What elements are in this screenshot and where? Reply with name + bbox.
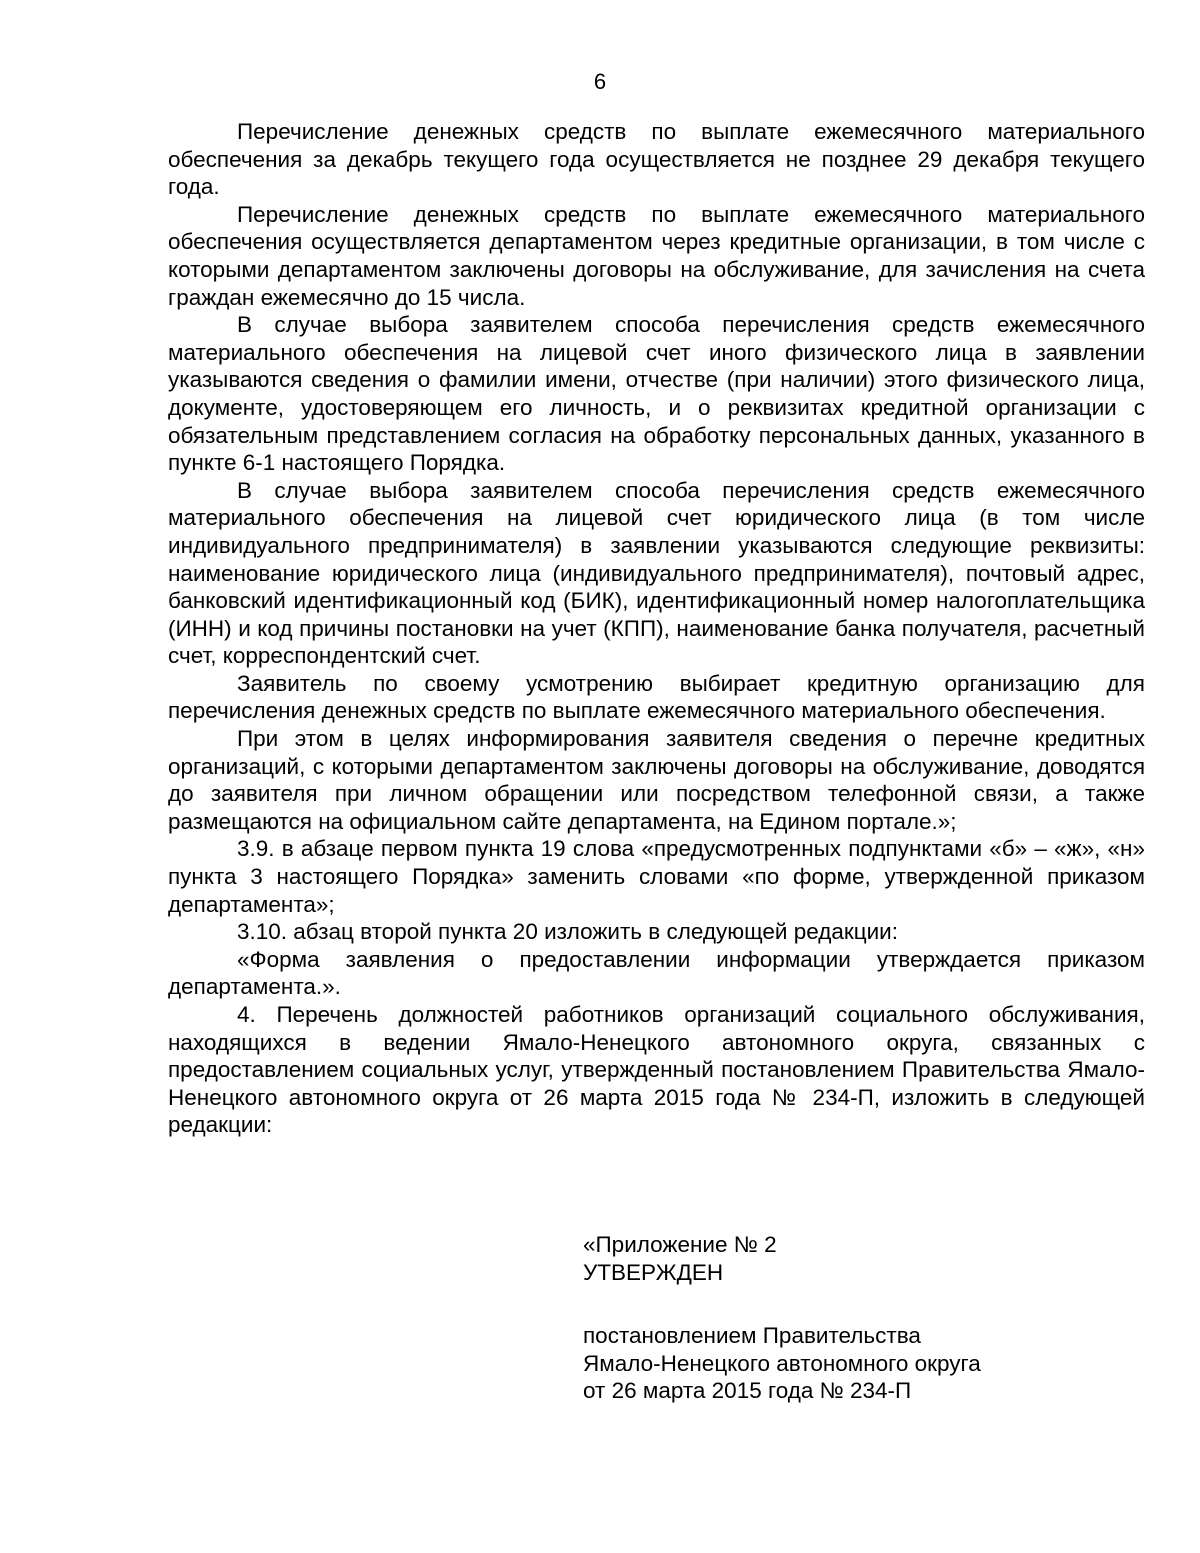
approval-line-date: от 26 марта 2015 года № 234-П bbox=[583, 1378, 912, 1404]
approved-label: УТВЕРЖДЕН bbox=[583, 1259, 724, 1285]
paragraph-december-transfer: Перечисление денежных средств по выплате ежемесячного материального обеспечения за декабрь текущего года осуществляется не позднее 29 декабря текущего года. bbox=[168, 119, 1145, 200]
document-body bbox=[168, 118, 1145, 1139]
approval-line-resolution: постановлением Правительства bbox=[583, 1323, 921, 1349]
paragraph-informing-applicant: При этом в целях информирования заявителя сведения о перечне кредитных организаций, с которыми департаментом заключены договоры на обслуживание, доводятся до заявителя при личном обращении или посредством телефонной связи, а также размещаются на официальном сайте департамента, на Едином портале.»; bbox=[168, 726, 1145, 834]
paragraph-form-statement: «Форма заявления о предоставлении информации утверждается приказом департамента.». bbox=[168, 946, 1145, 1000]
approval-block bbox=[583, 1231, 1143, 1405]
approval-line-region: Ямало-Ненецкого автономного округа bbox=[583, 1350, 981, 1376]
paragraph-applicant-choice: Заявитель по своему усмотрению выбирает кредитную организацию для перечисления денежных средств по выплате ежемесячного материального обеспечения. bbox=[168, 670, 1145, 724]
page-number: 6 bbox=[593, 69, 607, 94]
paragraph-legal-entity-account: В случае выбора заявителем способа перечисления средств ежемесячного материального обеспечения на лицевой счет юридического лица (в том числе индивидуального предпринимателя) в заявлении указываются следующие реквизиты: наименование юридического лица (индивидуального предпринимателя), почтовый адрес, банковский идентификационный код (БИК), идентификационный номер налогоплательщика (ИНН) и код причины постановки на учет (КПП), наименование банка получателя, расчетный счет, корреспондентский счет. bbox=[168, 477, 1145, 669]
paragraph-individual-account: В случае выбора заявителем способа перечисления средств ежемесячного материального обеспечения на лицевой счет иного физического лица в заявлении указываются сведения о фамилии имени, отчестве (при наличии) этого физического лица, документе, удостоверяющем его личность, и о реквизитах кредитной организации с обязательным представлением согласия на обработку персональных данных, указанного в пункте 6-1 настоящего Порядка. bbox=[168, 312, 1145, 476]
paragraph-clause-4: 4. Перечень должностей работников организаций социального обслуживания, находящихся в ведении Ямало-Ненецкого автономного округа, связанных с предоставлением социальных услуг, утвержденный постановлением Правительства Ямало-Ненецкого автономного округа от 26 марта 2015 года № 234-П, изложить в следующей редакции: bbox=[168, 1002, 1145, 1138]
paragraph-transfer-via-credit-organizations: Перечисление денежных средств по выплате ежемесячного материального обеспечения осуществляется департаментом через кредитные организации, в том числе с которыми департаментом заключены договоры на обслуживание, для зачисления на счета граждан ежемесячно до 15 числа. bbox=[168, 201, 1145, 310]
paragraph-clause-3-9: 3.9. в абзаце первом пункта 19 слова «предусмотренных подпунктами «б» – «ж», «н» пункта 3 настоящего Порядка» заменить словами «по форме, утвержденной приказом департамента»; bbox=[168, 836, 1145, 917]
appendix-label: «Приложение № 2 bbox=[583, 1232, 777, 1257]
paragraph-clause-3-10: 3.10. абзац второй пункта 20 изложить в следующей редакции: bbox=[237, 919, 899, 945]
approval-spacer bbox=[583, 1286, 1143, 1322]
